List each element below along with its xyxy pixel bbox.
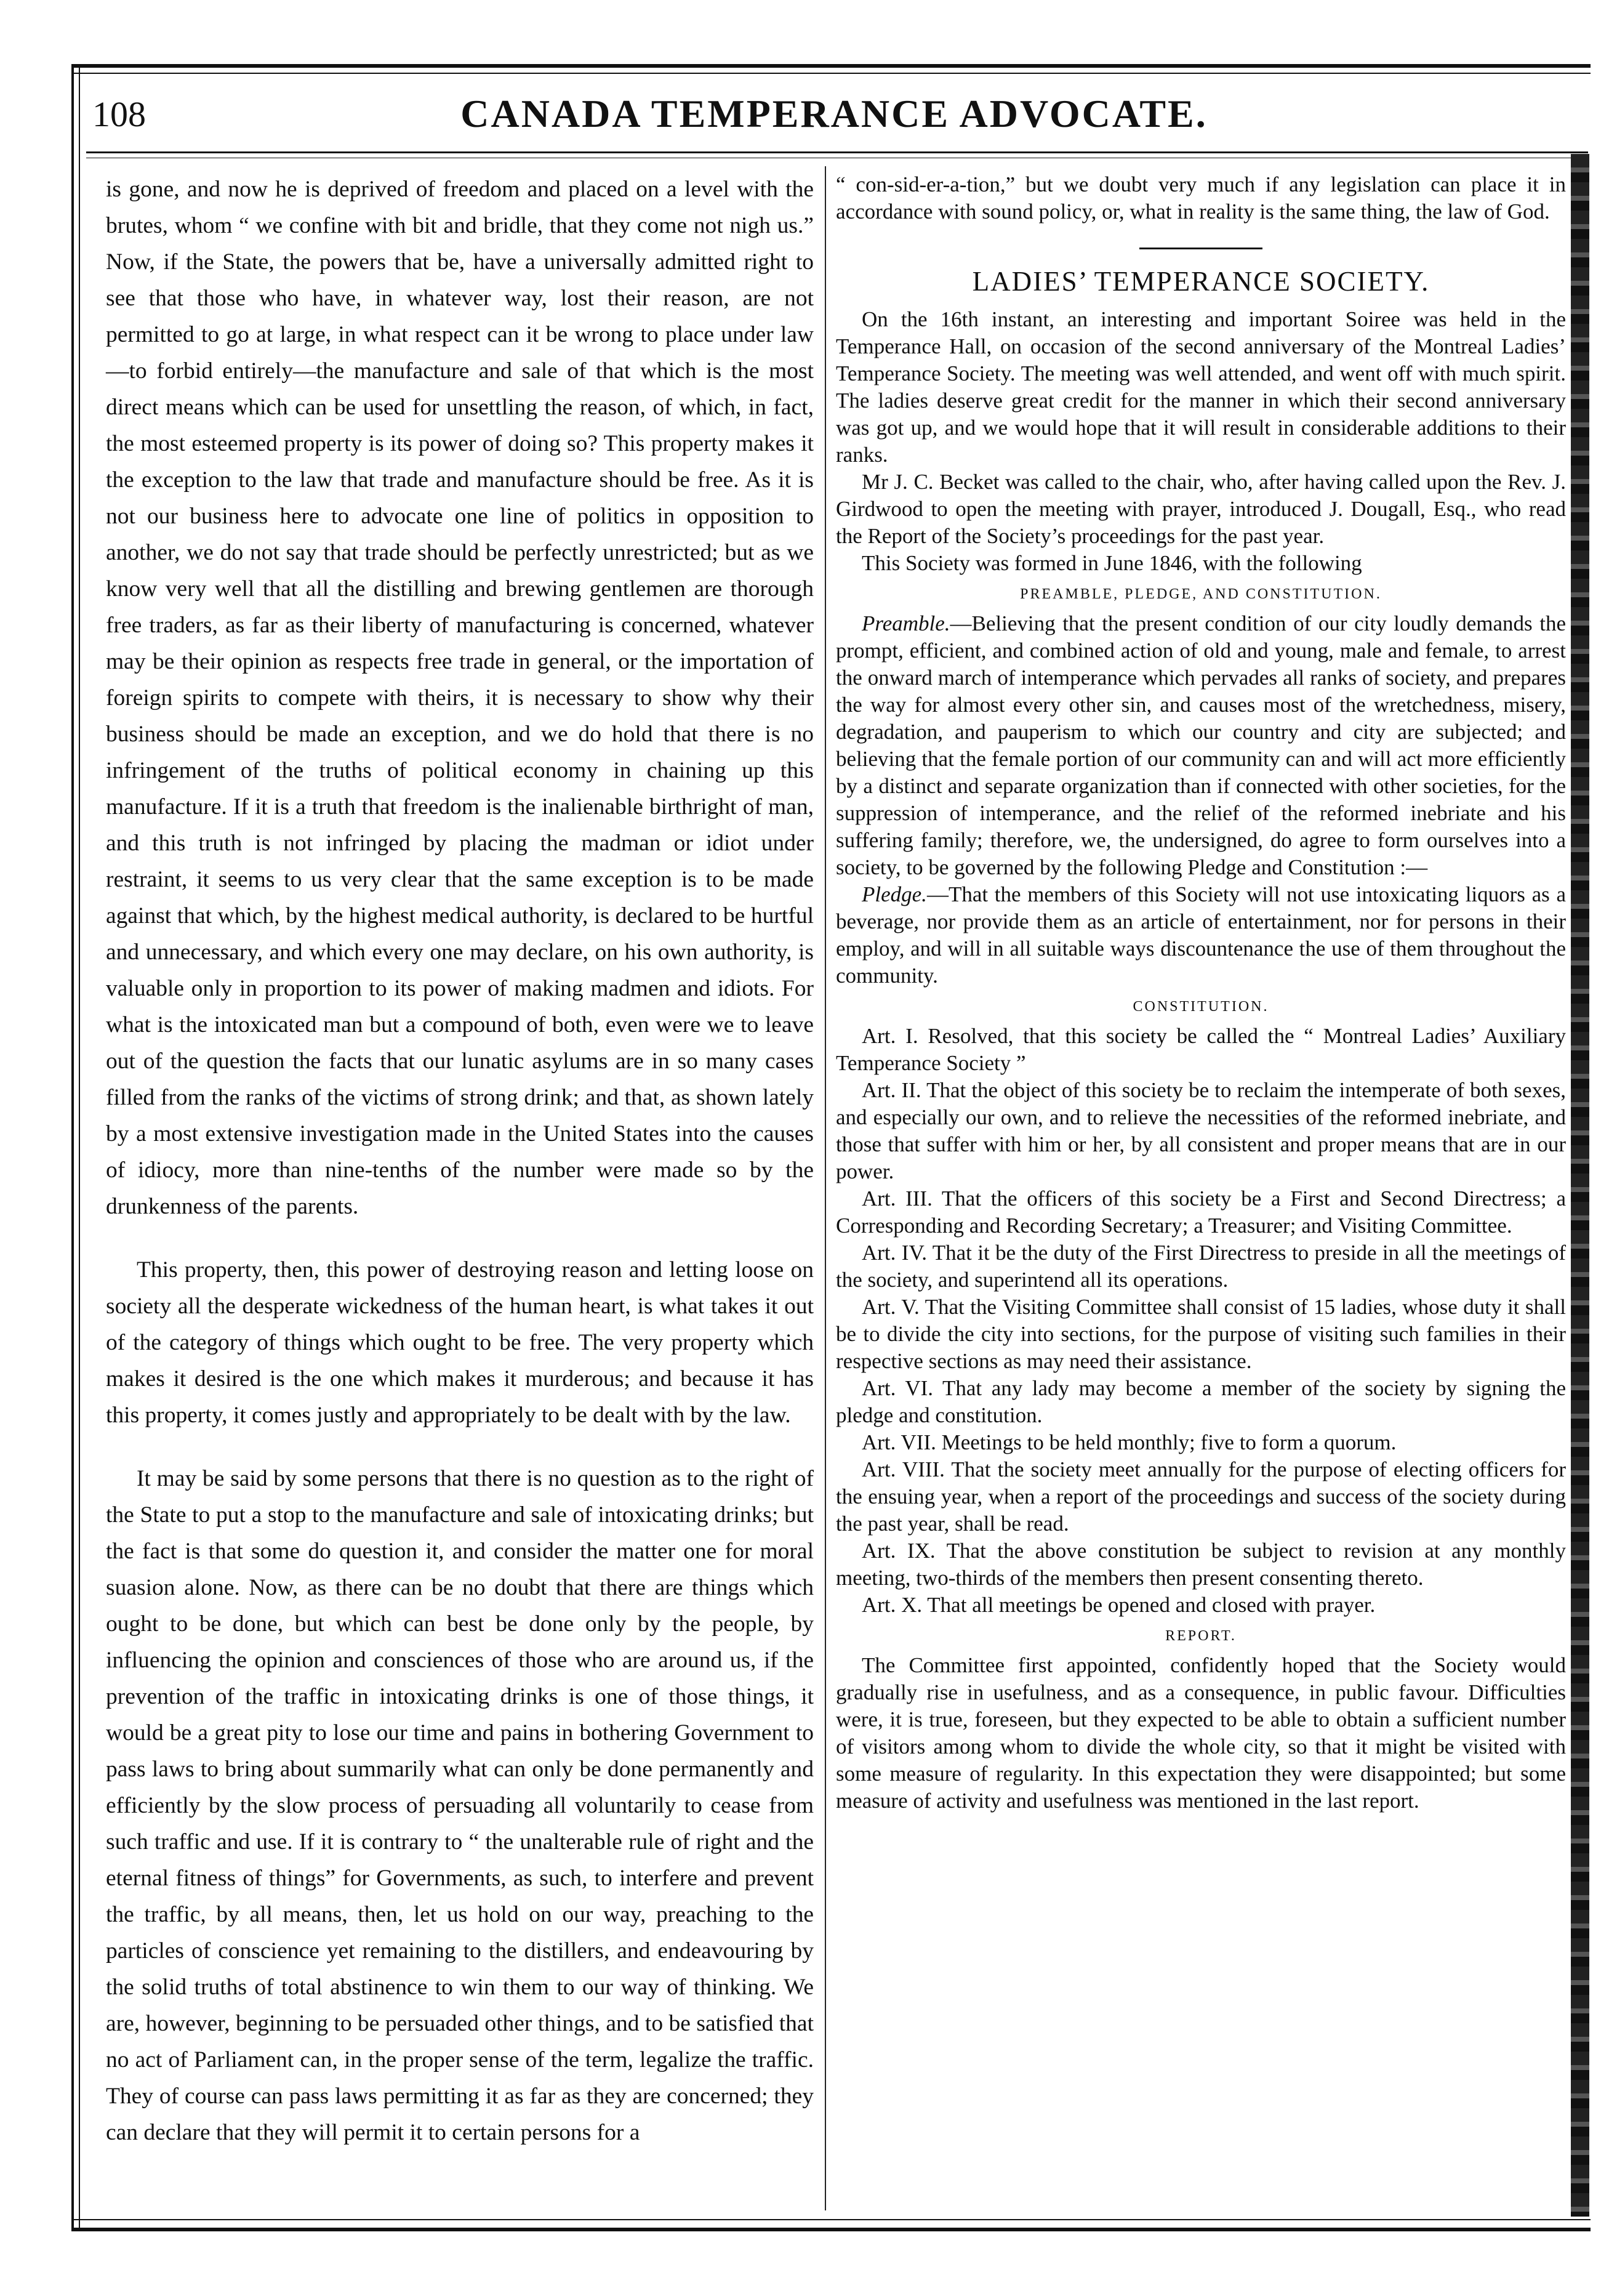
left-paragraph-2: This property, then, this power of destroying reason and letting loose on society all the desperate wickedness of the human heart, is what takes it out of the category of things which ought to be free. The very property which makes it desired is the one which makes it murderous; and because it has this property, it comes justly and appropriately to be dealt with by the law. (106, 1257, 814, 1428)
report-paragraph: The Committee first appointed, confidently hoped that the Society would gradually rise in usefulness, and as a consequence, in public favour. Difficulties were, it is true, foreseen, but they expected to be able to obtain a sufficient number of visitors among whom to divide the whole city, so that it might be visited with some measure of regularity. In this expectation they were disappointed; but some measure of activity and usefulness was mentioned in the last report. (836, 1653, 1566, 1813)
article-4: Art. IV. That it be the duty of the First Directress to preside in all the meetings of the society, and superintend all its operations. (836, 1241, 1566, 1292)
preamble-heading: PREAMBLE, PLEDGE, AND CONSTITUTION. (1020, 586, 1382, 602)
article-7: Art. VII. Meetings to be held monthly; five to form a quorum. (862, 1430, 1397, 1454)
report-heading: REPORT. (1165, 1628, 1237, 1644)
page-border-top (71, 64, 1591, 68)
page-number: 108 (92, 94, 146, 134)
page-border-top-inner (71, 73, 1591, 74)
left-paragraph-3: It may be said by some persons that there is no question as to the right of the State to put a stop to the manufacture and sale of intoxicating drinks; but the fact is that some do question it, and consider the matter one for moral suasion alone. Now, as there can be no doubt that there are things which ought to be done, but which can best be done only by the people, by influencing the opinion and consciences of those who are around us, if the prevention of the traffic in intoxicating drinks is one of those things, it would be a great pity to lose our time and pains in bothering Government to pass laws to bring about summarily what can only be done permanently and efficiently by the slow process of persuading all voluntarily to cease from such traffic and use. If it is contrary to “ the unalterable rule of right and the eternal fitness of things” for Governments, as such, to interfere and prevent the traffic, by all means, then, let us hold on our way, preaching to the particles of conscience yet remaining to the distillers, and endeavouring by the solid truths of total abstinence to win them to our way of thinking. We are, however, beginning to be persuaded other things, and to be satisfied that no act of Parliament can, in the proper sense of the term, legalize the traffic. They of course can pass laws permitting it as far as they are concerned; they can declare that they will permit it to certain persons for a (106, 1466, 814, 2145)
left-paragraph-1: is gone, and now he is deprived of freedom and placed on a level with the brutes, whom “ we confine with bit and bridle, that they come not nigh us.” Now, if the State, the powers that be, have a universally admitted right to see that those who have, in whatever way, lost their reason, are not permitted to go at large, in what respect can it be wrong to place under law—to forbid entirely—the manufacture and sale of that which is the most direct means which can be used for unsettling the reason, of which, in fact, the most esteemed property is its power of doing so? This property makes it the exception to the law that trade and manufacture should be free. As it is not our business here to advocate one line of politics in opposition to another, we do not say that trade should be perfectly unrestricted; but as we know very well that all the distilling and brewing gentlemen are thorough free traders, as far as their liberty of manufacturing is concerned, whatever may be their opinion as respects free trade in general, or the importation of foreign spirits to compete with theirs, it is necessary to show why their business should be made an exception, and we do hold that there is no infringement of the truths of political economy in chaining up this manufacture. If it is a truth that freedom is the inalienable birthright of man, and this truth is not infringed by placing the madman or idiot under restraint, it seems to us very clear that the same exception is to be made against that which, by the highest medical authority, is declared to be hurtful and unnecessary, and which every one may declare, on his own authority, is valuable only in proportion to its power of making madmen and idiots. For what is the intoxicated man but a compound of both, even were we to leave out of the question the facts that our lunatic asylums are in so many cases filled from the ranks of the victims of strong drink; and that, as shown lately by a most extensive investigation made in the United States into the causes of idiocy, more than nine-tenths of the number were made so by the drunkenness of the parents. (106, 177, 814, 1219)
article-2: Art. II. That the object of this society be to reclaim the intemperate of both sexes, and especially our own, and to relieve the necessities of the reformed inebriate, and those that suffer with him or her, by all consistent and proper means that are in our power. (836, 1078, 1566, 1183)
continuation-paragraph: “ con-sid-er-a-tion,” but we doubt very much if any legislation can place it in accordance with sound policy, or, what in reality is the same thing, the law of God. (836, 172, 1566, 224)
pledge-paragraph (836, 881, 1566, 989)
pledge-text: —That the members of this Society will not use intoxicating liquors as a beverage, nor provide them as an article of entertainment, nor for persons in their employ, and will in all suitable ways discountenance the use of them throughout the community. (836, 882, 1566, 988)
scanned-right-edge (1571, 154, 1589, 2217)
left-column (106, 171, 814, 2151)
intro-paragraph-3: This Society was formed in June 1846, with the following (862, 551, 1362, 575)
preamble-label: Preamble. (862, 611, 950, 635)
intro-paragraph-2: Mr J. C. Becket was called to the chair, who, after having called upon the Rev. J. Girdwood to open the meeting with prayer, introduced J. Dougall, Esq., who read the Report of the Society’s proceedings for the past year. (836, 470, 1566, 548)
page-border-bottom (71, 2228, 1591, 2231)
intro-paragraph-1: On the 16th instant, an interesting and important Soiree was held in the Temperance Hall, on occasion of the second anniversary of the Montreal Ladies’ Temperance Society. The meeting was well attended, and went off with much spirit. The ladies deserve great credit for the manner in which their second anniversary was got up, and we would hope that it will result in considerable additions to their ranks. (836, 307, 1566, 467)
page-border-bottom-inner (71, 2219, 1591, 2220)
article-1: Art. I. Resolved, that this society be called the “ Montreal Ladies’ Auxiliary Temperance Society ” (836, 1024, 1566, 1075)
preamble-text: —Believing that the present condition of our city loudly demands the prompt, efficient, and combined action of old and young, male and female, to arrest the onward march of intemperance which pervades all ranks of society, and prepares the way for almost every other sin, and causes most of the wretchedness, misery, degradation, and pauperism to which our country and city are subjected; and believing that the female portion of our community can and will act more efficiently by a distinct and separate organization than if connected with other societies, for the suppression of intemperance, and the relief of the reformed inebriate and his suffering family; therefore, we, the undersigned, do agree to form ourselves into a society, to be governed by the following Pledge and Constitution :— (836, 611, 1566, 879)
pledge-label: Pledge. (862, 882, 927, 906)
preamble-paragraph (836, 610, 1566, 881)
article-10: Art. X. That all meetings be opened and closed with prayer. (862, 1593, 1376, 1617)
section-title: LADIES’ TEMPERANCE SOCIETY. (972, 266, 1430, 297)
article-3: Art. III. That the officers of this society be a First and Second Directress; a Corresponding and Recording Secretary; a Treasurer; and Visiting Committee. (836, 1186, 1566, 1238)
header-rule (86, 151, 1588, 153)
running-title: CANADA TEMPERANCE ADVOCATE. (460, 92, 1208, 135)
column-divider (825, 166, 826, 2210)
article-9: Art. IX. That the above constitution be subject to revision at any monthly meeting, two-thirds of the members then present consenting thereto. (836, 1539, 1566, 1590)
page-header (86, 91, 1582, 153)
constitution-heading: CONSTITUTION. (1133, 999, 1269, 1015)
page-border-left (71, 64, 74, 2231)
article-6: Art. VI. That any lady may become a member of the society by signing the pledge and constitution. (836, 1376, 1566, 1427)
page-border-left-inner (79, 64, 80, 2231)
section-separator (1139, 248, 1262, 249)
article-5: Art. V. That the Visiting Committee shall consist of 15 ladies, whose duty it shall be to divide the city into sections, for the purpose of visiting such families in their respective sections as may need their assistance. (836, 1295, 1566, 1373)
article-8: Art. VIII. That the society meet annually for the purpose of electing officers for the ensuing year, when a report of the proceedings and success of the society during the past year, shall be read. (836, 1457, 1566, 1536)
right-column (836, 171, 1566, 1815)
